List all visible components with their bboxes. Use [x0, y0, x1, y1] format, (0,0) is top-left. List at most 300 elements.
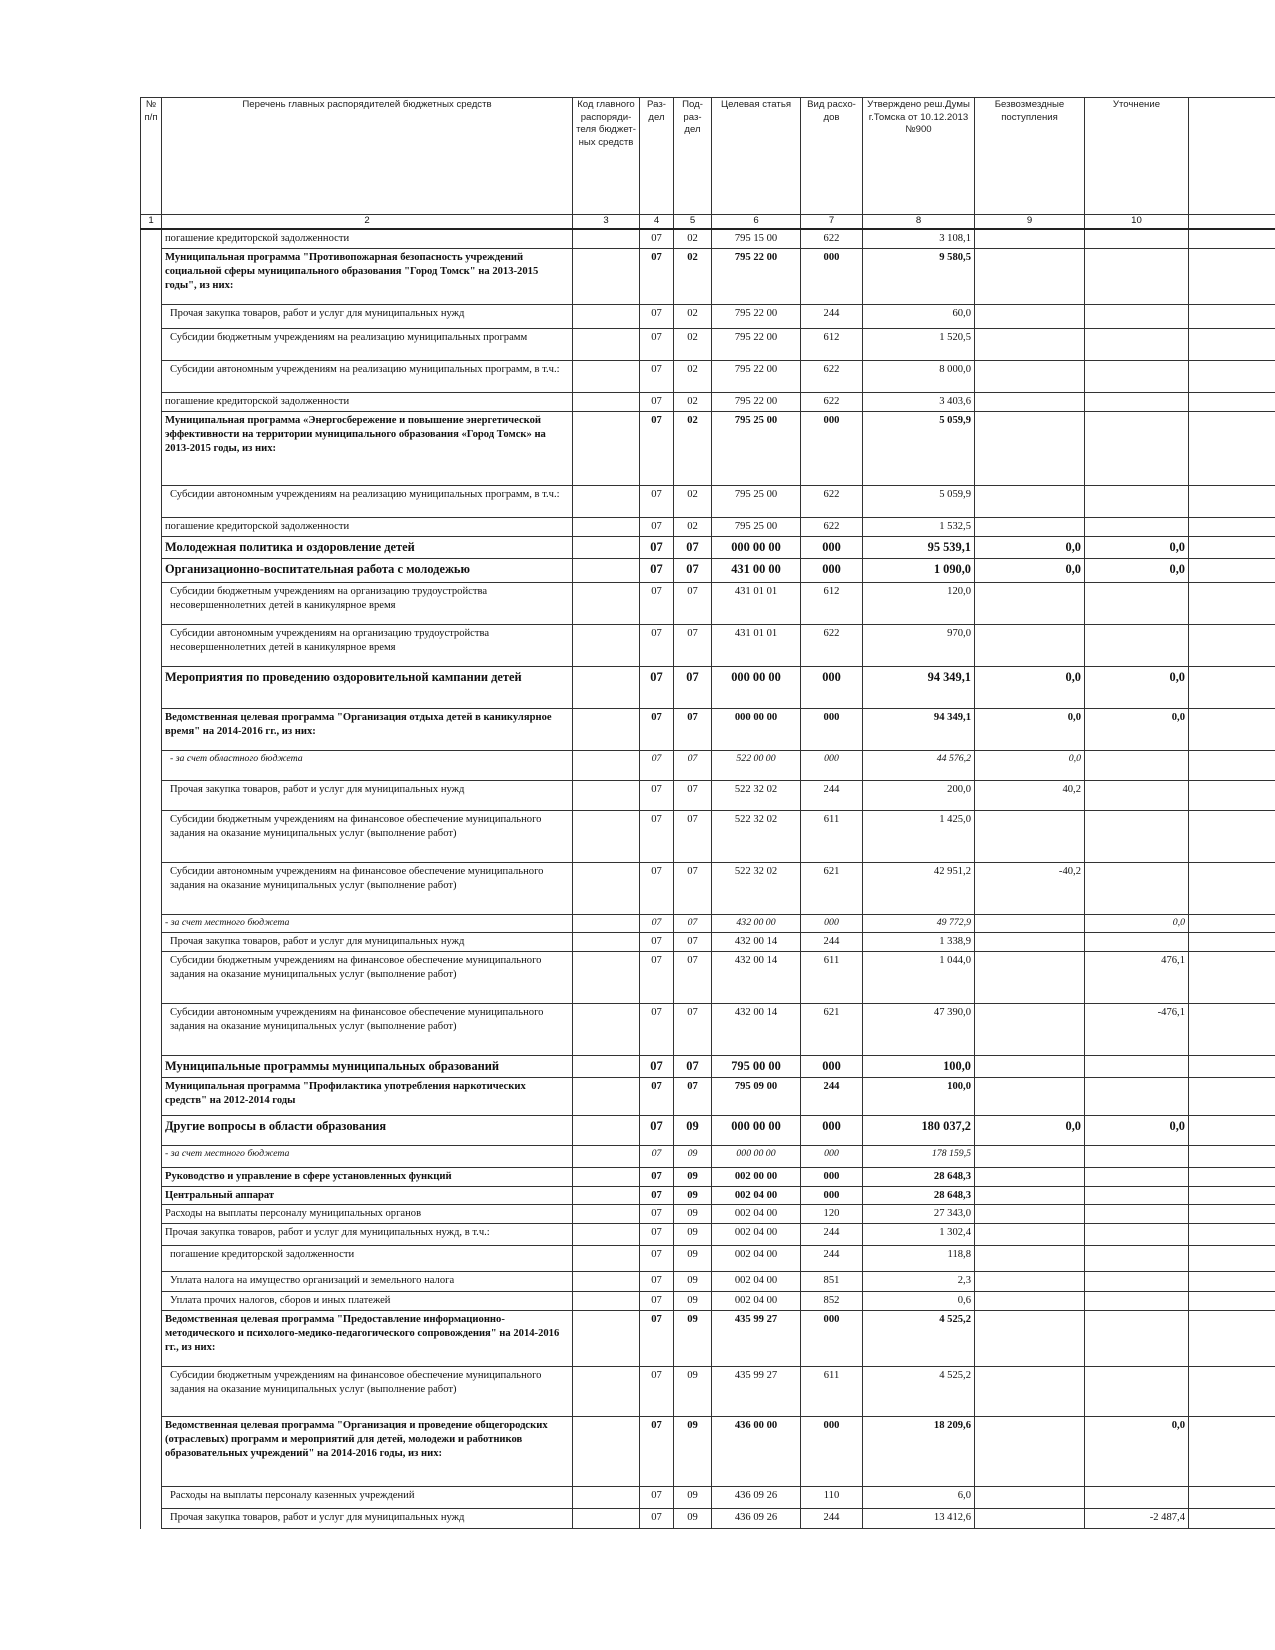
col-number: 1: [141, 215, 162, 229]
cell-grants: [975, 1186, 1085, 1205]
table-row: [141, 932, 1275, 951]
cell-podrazdel: 07: [674, 666, 712, 708]
cell-podrazdel: 09: [674, 1205, 712, 1224]
table-row: [141, 1417, 1275, 1487]
cell-razdel: 07: [640, 666, 674, 708]
cell-target-article: 000 00 00: [712, 1115, 801, 1145]
cell-target-article: 435 99 27: [712, 1311, 801, 1367]
cell-target-article: 436 09 26: [712, 1509, 801, 1529]
cell-clarification: -476,1: [1085, 1003, 1189, 1055]
cell-podrazdel: 07: [674, 780, 712, 810]
cell-grants: [975, 914, 1085, 932]
cell-razdel: 07: [640, 780, 674, 810]
cell-name: Субсидии автономным учреждениям на реализацию муниципальных программ, в т.ч.:: [162, 360, 573, 392]
cell-grants: 40,2: [975, 780, 1085, 810]
cell-target-article: 002 04 00: [712, 1292, 801, 1311]
cell-extra: [1189, 1224, 1275, 1246]
cell-razdel: 07: [640, 1167, 674, 1186]
cell-razdel: 07: [640, 304, 674, 328]
cell-extra: [1189, 328, 1275, 360]
cell-num: [141, 1272, 162, 1292]
cell-name: Мероприятия по проведению оздоровительной кампании детей: [162, 666, 573, 708]
header-expense-type: Вид расхо-дов: [801, 98, 863, 215]
cell-approved: 0,6: [863, 1292, 975, 1311]
cell-code: [573, 780, 640, 810]
cell-clarification: -2 487,4: [1085, 1509, 1189, 1529]
cell-approved: 8 000,0: [863, 360, 975, 392]
cell-num: [141, 360, 162, 392]
cell-name: Субсидии автономным учреждениям на реализацию муниципальных программ, в т.ч.:: [162, 485, 573, 517]
cell-code: [573, 1292, 640, 1311]
cell-razdel: 07: [640, 1292, 674, 1311]
cell-podrazdel: 09: [674, 1115, 712, 1145]
table-row: [141, 624, 1275, 666]
table-row: [141, 1367, 1275, 1417]
cell-approved: 970,0: [863, 624, 975, 666]
cell-name: погашение кредиторской задолженности: [162, 392, 573, 411]
cell-razdel: 07: [640, 1077, 674, 1115]
cell-expense-type: 622: [801, 624, 863, 666]
table-row: [141, 1077, 1275, 1115]
cell-approved: 94 349,1: [863, 666, 975, 708]
cell-extra: [1189, 558, 1275, 582]
cell-clarification: [1085, 1487, 1189, 1509]
cell-approved: 1 520,5: [863, 328, 975, 360]
cell-razdel: 07: [640, 1311, 674, 1367]
cell-target-article: 002 04 00: [712, 1205, 801, 1224]
cell-clarification: [1085, 932, 1189, 951]
cell-extra: [1189, 485, 1275, 517]
cell-podrazdel: 09: [674, 1311, 712, 1367]
cell-approved: 28 648,3: [863, 1186, 975, 1205]
cell-razdel: 07: [640, 1055, 674, 1077]
cell-num: [141, 1224, 162, 1246]
table-row: [141, 411, 1275, 485]
cell-approved: 27 343,0: [863, 1205, 975, 1224]
cell-podrazdel: 02: [674, 411, 712, 485]
cell-razdel: 07: [640, 517, 674, 536]
cell-podrazdel: 07: [674, 708, 712, 750]
cell-code: [573, 229, 640, 248]
cell-name: Уплата налога на имущество организаций и земельного налога: [162, 1272, 573, 1292]
cell-podrazdel: 07: [674, 862, 712, 914]
cell-code: [573, 1077, 640, 1115]
cell-razdel: 07: [640, 328, 674, 360]
cell-razdel: 07: [640, 1224, 674, 1246]
cell-grants: [975, 1509, 1085, 1529]
cell-clarification: [1085, 1167, 1189, 1186]
cell-grants: [975, 517, 1085, 536]
cell-clarification: 0,0: [1085, 558, 1189, 582]
table-row: [141, 1145, 1275, 1167]
cell-name: погашение кредиторской задолженности: [162, 517, 573, 536]
col-number: 8: [863, 215, 975, 229]
cell-grants: [975, 1077, 1085, 1115]
cell-approved: 94 349,1: [863, 708, 975, 750]
table-row: [141, 517, 1275, 536]
cell-name: погашение кредиторской задолженности: [162, 1246, 573, 1272]
col-number: 4: [640, 215, 674, 229]
cell-code: [573, 392, 640, 411]
col-number: 3: [573, 215, 640, 229]
cell-num: [141, 328, 162, 360]
cell-expense-type: 000: [801, 708, 863, 750]
cell-name: Муниципальная программа "Противопожарная безопасность учреждений социальной сферы муниципального образования "Город Томск" на 2013-2015 годы", из них:: [162, 248, 573, 304]
cell-clarification: [1085, 780, 1189, 810]
table-row: [141, 1186, 1275, 1205]
cell-target-article: 002 04 00: [712, 1246, 801, 1272]
header-clarification: Уточнение: [1085, 98, 1189, 215]
cell-grants: [975, 1272, 1085, 1292]
cell-extra: [1189, 1246, 1275, 1272]
cell-num: [141, 624, 162, 666]
cell-num: [141, 708, 162, 750]
cell-extra: [1189, 708, 1275, 750]
cell-approved: 44 576,2: [863, 750, 975, 780]
cell-name: Расходы на выплаты персоналу муниципальных органов: [162, 1205, 573, 1224]
cell-grants: [975, 1367, 1085, 1417]
cell-razdel: 07: [640, 624, 674, 666]
cell-num: [141, 1115, 162, 1145]
cell-name: Прочая закупка товаров, работ и услуг для муниципальных нужд: [162, 1509, 573, 1529]
cell-expense-type: 622: [801, 229, 863, 248]
cell-expense-type: 000: [801, 666, 863, 708]
cell-expense-type: 000: [801, 1145, 863, 1167]
cell-target-article: 795 22 00: [712, 248, 801, 304]
cell-razdel: 07: [640, 1205, 674, 1224]
cell-podrazdel: 09: [674, 1417, 712, 1487]
cell-razdel: 07: [640, 1272, 674, 1292]
cell-podrazdel: 02: [674, 517, 712, 536]
cell-grants: [975, 1246, 1085, 1272]
cell-razdel: 07: [640, 914, 674, 932]
cell-grants: [975, 304, 1085, 328]
cell-clarification: [1085, 1272, 1189, 1292]
cell-approved: 3 403,6: [863, 392, 975, 411]
cell-razdel: 07: [640, 248, 674, 304]
cell-podrazdel: 02: [674, 485, 712, 517]
cell-name: Другие вопросы в области образования: [162, 1115, 573, 1145]
cell-num: [141, 951, 162, 1003]
cell-approved: 180 037,2: [863, 1115, 975, 1145]
cell-grants: [975, 624, 1085, 666]
cell-code: [573, 248, 640, 304]
cell-podrazdel: 02: [674, 304, 712, 328]
cell-target-article: 432 00 14: [712, 932, 801, 951]
cell-podrazdel: 07: [674, 932, 712, 951]
cell-num: [141, 1509, 162, 1529]
cell-name: Уплата прочих налогов, сборов и иных платежей: [162, 1292, 573, 1311]
cell-target-article: 522 00 00: [712, 750, 801, 780]
cell-grants: [975, 1167, 1085, 1186]
cell-clarification: [1085, 1205, 1189, 1224]
cell-target-article: 000 00 00: [712, 708, 801, 750]
cell-name: Прочая закупка товаров, работ и услуг для муниципальных нужд: [162, 780, 573, 810]
header-grants: Безвозмездные поступления: [975, 98, 1085, 215]
table-row: [141, 485, 1275, 517]
cell-razdel: 07: [640, 1487, 674, 1509]
cell-name: Муниципальные программы муниципальных образований: [162, 1055, 573, 1077]
cell-podrazdel: 09: [674, 1186, 712, 1205]
cell-clarification: [1085, 328, 1189, 360]
cell-num: [141, 392, 162, 411]
budget-table-page: [140, 97, 1275, 1529]
cell-extra: [1189, 1311, 1275, 1367]
cell-name: Ведомственная целевая программа "Организация и проведение общегородских (отраслевых) программ и мероприятий для детей, молодежи и работников образовательных учреждений" на 2014-2016 годы, из них:: [162, 1417, 573, 1487]
cell-code: [573, 708, 640, 750]
cell-expense-type: 612: [801, 582, 863, 624]
cell-code: [573, 1417, 640, 1487]
cell-grants: [975, 1292, 1085, 1311]
table-row: [141, 360, 1275, 392]
header-razdel: Раз-дел: [640, 98, 674, 215]
cell-extra: [1189, 536, 1275, 558]
cell-code: [573, 1246, 640, 1272]
cell-expense-type: 612: [801, 328, 863, 360]
cell-target-article: 000 00 00: [712, 536, 801, 558]
col-number-extra: [1189, 215, 1275, 229]
cell-extra: [1189, 1487, 1275, 1509]
cell-razdel: 07: [640, 1367, 674, 1417]
col-number: 2: [162, 215, 573, 229]
cell-approved: 4 525,2: [863, 1367, 975, 1417]
cell-grants: 0,0: [975, 536, 1085, 558]
cell-clarification: 0,0: [1085, 1115, 1189, 1145]
cell-grants: [975, 1311, 1085, 1367]
cell-grants: [975, 932, 1085, 951]
cell-razdel: 07: [640, 1145, 674, 1167]
cell-num: [141, 1055, 162, 1077]
table-row: [141, 536, 1275, 558]
cell-clarification: [1085, 248, 1189, 304]
cell-razdel: 07: [640, 750, 674, 780]
cell-podrazdel: 02: [674, 392, 712, 411]
cell-grants: 0,0: [975, 558, 1085, 582]
header-approved: Утверждено реш.Думы г.Томска от 10.12.2013 №900: [863, 98, 975, 215]
cell-target-article: 795 00 00: [712, 1055, 801, 1077]
cell-extra: [1189, 951, 1275, 1003]
table-row: [141, 708, 1275, 750]
cell-extra: [1189, 1003, 1275, 1055]
cell-approved: 5 059,9: [863, 485, 975, 517]
cell-expense-type: 000: [801, 1115, 863, 1145]
cell-podrazdel: 09: [674, 1224, 712, 1246]
cell-approved: 95 539,1: [863, 536, 975, 558]
cell-clarification: [1085, 485, 1189, 517]
cell-approved: 1 090,0: [863, 558, 975, 582]
cell-approved: 1 338,9: [863, 932, 975, 951]
cell-extra: [1189, 1186, 1275, 1205]
cell-code: [573, 951, 640, 1003]
cell-approved: 120,0: [863, 582, 975, 624]
cell-grants: [975, 810, 1085, 862]
cell-approved: 5 059,9: [863, 411, 975, 485]
header-target-article: Целевая статья: [712, 98, 801, 215]
cell-clarification: [1085, 1246, 1189, 1272]
cell-code: [573, 1167, 640, 1186]
cell-podrazdel: 07: [674, 914, 712, 932]
cell-extra: [1189, 360, 1275, 392]
cell-name: Субсидии бюджетным учреждениям на финансовое обеспечение муниципального задания на оказание муниципальных услуг (выполнение работ): [162, 1367, 573, 1417]
cell-razdel: 07: [640, 1246, 674, 1272]
cell-name: - за счет областного бюджета: [162, 750, 573, 780]
cell-extra: [1189, 517, 1275, 536]
cell-num: [141, 1186, 162, 1205]
cell-grants: [975, 1145, 1085, 1167]
cell-clarification: [1085, 1077, 1189, 1115]
table-header-row: [141, 98, 1275, 215]
cell-target-article: 795 22 00: [712, 360, 801, 392]
cell-expense-type: 244: [801, 304, 863, 328]
col-number: 5: [674, 215, 712, 229]
cell-num: [141, 1487, 162, 1509]
cell-podrazdel: 07: [674, 810, 712, 862]
cell-name: Молодежная политика и оздоровление детей: [162, 536, 573, 558]
cell-razdel: 07: [640, 411, 674, 485]
cell-expense-type: 622: [801, 485, 863, 517]
cell-approved: 2,3: [863, 1272, 975, 1292]
cell-expense-type: 622: [801, 360, 863, 392]
cell-num: [141, 1367, 162, 1417]
cell-target-article: 795 22 00: [712, 328, 801, 360]
cell-approved: 60,0: [863, 304, 975, 328]
cell-target-article: 795 25 00: [712, 517, 801, 536]
table-row: [141, 558, 1275, 582]
cell-podrazdel: 09: [674, 1167, 712, 1186]
header-extra: [1189, 98, 1275, 215]
cell-name: Центральный аппарат: [162, 1186, 573, 1205]
cell-expense-type: 621: [801, 862, 863, 914]
cell-num: [141, 1077, 162, 1115]
cell-target-article: 002 04 00: [712, 1186, 801, 1205]
cell-expense-type: 000: [801, 248, 863, 304]
cell-expense-type: 110: [801, 1487, 863, 1509]
cell-approved: 47 390,0: [863, 1003, 975, 1055]
cell-grants: 0,0: [975, 1115, 1085, 1145]
cell-num: [141, 1205, 162, 1224]
cell-approved: 1 425,0: [863, 810, 975, 862]
cell-target-article: 522 32 02: [712, 780, 801, 810]
cell-extra: [1189, 624, 1275, 666]
table-row: [141, 951, 1275, 1003]
cell-extra: [1189, 411, 1275, 485]
table-row: [141, 1509, 1275, 1529]
cell-clarification: [1085, 750, 1189, 780]
cell-name: Субсидии автономным учреждениям на организацию трудоустройства несовершеннолетних детей в каникулярное время: [162, 624, 573, 666]
cell-num: [141, 1003, 162, 1055]
cell-clarification: [1085, 229, 1189, 248]
cell-target-article: 432 00 14: [712, 951, 801, 1003]
cell-razdel: 07: [640, 932, 674, 951]
cell-podrazdel: 02: [674, 248, 712, 304]
cell-num: [141, 914, 162, 932]
cell-approved: 13 412,6: [863, 1509, 975, 1529]
cell-expense-type: 611: [801, 810, 863, 862]
cell-approved: 3 108,1: [863, 229, 975, 248]
cell-code: [573, 1186, 640, 1205]
cell-podrazdel: 07: [674, 951, 712, 1003]
cell-clarification: [1085, 1367, 1189, 1417]
cell-extra: [1189, 810, 1275, 862]
cell-podrazdel: 07: [674, 582, 712, 624]
cell-grants: [975, 582, 1085, 624]
cell-grants: [975, 951, 1085, 1003]
cell-code: [573, 666, 640, 708]
cell-target-article: 436 09 26: [712, 1487, 801, 1509]
cell-num: [141, 229, 162, 248]
cell-razdel: 07: [640, 229, 674, 248]
cell-num: [141, 1311, 162, 1367]
table-row: [141, 229, 1275, 248]
cell-code: [573, 485, 640, 517]
cell-num: [141, 750, 162, 780]
cell-code: [573, 1145, 640, 1167]
cell-expense-type: 244: [801, 1077, 863, 1115]
table-row: [141, 1311, 1275, 1367]
cell-code: [573, 517, 640, 536]
cell-expense-type: 000: [801, 536, 863, 558]
cell-num: [141, 411, 162, 485]
cell-name: - за счет местного бюджета: [162, 914, 573, 932]
cell-clarification: [1085, 1311, 1189, 1367]
cell-approved: 118,8: [863, 1246, 975, 1272]
cell-target-article: 522 32 02: [712, 862, 801, 914]
cell-razdel: 07: [640, 708, 674, 750]
cell-expense-type: 852: [801, 1292, 863, 1311]
col-number: 9: [975, 215, 1085, 229]
cell-approved: 1 044,0: [863, 951, 975, 1003]
cell-code: [573, 582, 640, 624]
cell-code: [573, 914, 640, 932]
table-row: [141, 666, 1275, 708]
cell-podrazdel: 09: [674, 1487, 712, 1509]
table-row: [141, 1205, 1275, 1224]
cell-num: [141, 517, 162, 536]
table-row: [141, 862, 1275, 914]
cell-num: [141, 485, 162, 517]
cell-code: [573, 1003, 640, 1055]
cell-name: Руководство и управление в сфере установленных функций: [162, 1167, 573, 1186]
table-row: [141, 248, 1275, 304]
column-number-row: [141, 215, 1275, 229]
cell-extra: [1189, 750, 1275, 780]
cell-expense-type: 622: [801, 517, 863, 536]
cell-num: [141, 248, 162, 304]
cell-extra: [1189, 1055, 1275, 1077]
cell-extra: [1189, 304, 1275, 328]
cell-extra: [1189, 229, 1275, 248]
cell-extra: [1189, 862, 1275, 914]
cell-razdel: 07: [640, 558, 674, 582]
cell-clarification: [1085, 411, 1189, 485]
cell-expense-type: 244: [801, 1246, 863, 1272]
table-row: [141, 1292, 1275, 1311]
cell-podrazdel: 09: [674, 1246, 712, 1272]
cell-clarification: 0,0: [1085, 666, 1189, 708]
cell-clarification: 0,0: [1085, 536, 1189, 558]
cell-expense-type: 851: [801, 1272, 863, 1292]
table-row: [141, 1246, 1275, 1272]
cell-razdel: 07: [640, 1003, 674, 1055]
cell-code: [573, 536, 640, 558]
cell-extra: [1189, 392, 1275, 411]
cell-podrazdel: 07: [674, 1055, 712, 1077]
cell-expense-type: 000: [801, 750, 863, 780]
cell-approved: 4 525,2: [863, 1311, 975, 1367]
cell-code: [573, 1311, 640, 1367]
cell-clarification: [1085, 624, 1189, 666]
cell-name: Прочая закупка товаров, работ и услуг для муниципальных нужд: [162, 932, 573, 951]
